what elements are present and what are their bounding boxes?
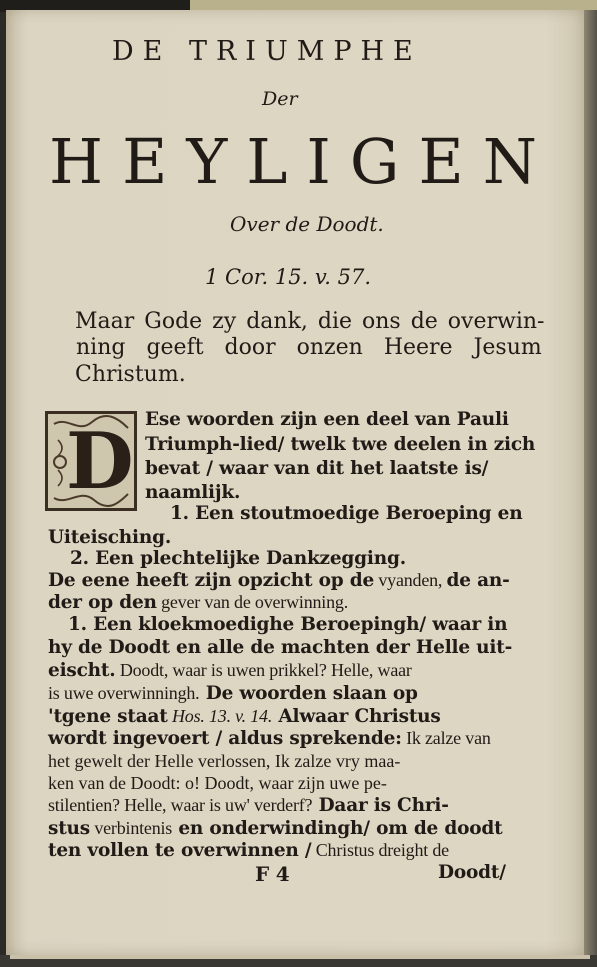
quote-line-3: Christum.	[75, 362, 186, 387]
text-run: en onderwindingh/ om de doodt	[172, 818, 503, 839]
text-run: vyanden,	[374, 570, 447, 590]
text-run: eischt.	[48, 660, 116, 681]
signature-mark: F 4	[255, 862, 290, 886]
body-line-20	[48, 840, 449, 861]
body-line-1: Ese woorden zijn een deel van Pauli	[145, 409, 509, 430]
quote-line-2: ning geeft door onzen Heere Jesum	[76, 335, 542, 360]
body-line-4: naamlijk.	[145, 482, 241, 503]
body-line-9	[48, 592, 348, 613]
text-run: stus	[48, 818, 91, 839]
title-line-4: Over de Doodt.	[230, 212, 384, 236]
text-run: De eene heeft zijn opzicht op de	[48, 570, 375, 591]
body-line-19	[48, 818, 502, 839]
body-line-11: hy de Doodt en alle de machten der Helle uit-	[48, 637, 513, 658]
body-line-10: 1. Een kloekmoedighe Beroepingh/ waar in	[68, 614, 508, 635]
body-line-15	[48, 728, 491, 749]
body-line-18	[48, 795, 449, 816]
scripture-reference: 1 Cor. 15. v. 57.	[205, 265, 372, 289]
text-run: Ik zalze van	[401, 728, 491, 748]
text-run: 'tgene staat	[48, 706, 168, 727]
title-heading: HEYLIGEN	[49, 125, 556, 198]
text-run: gever van de overwinning.	[156, 592, 349, 612]
body-line-7: 2. Een plechtelijke Dankzegging.	[70, 548, 406, 569]
text-run: wordt ingevoert / aldus sprekende:	[48, 728, 402, 749]
title-line-2: Der	[262, 88, 298, 110]
text-run: Daar is Chri-	[312, 795, 449, 816]
title-line-1: DE TRIUMPHE	[112, 36, 422, 67]
body-line-17: ken van de Doodt: o! Doodt, waar zijn uwe pe-	[48, 773, 387, 793]
text-run: der op den	[48, 592, 157, 613]
text-run: stilentien? Helle, waar is uw' verderf?	[48, 795, 313, 815]
quote-line-1: Maar Gode zy dank, die ons de overwin-	[75, 309, 545, 334]
page-bottom-edge	[10, 955, 590, 959]
body-line-16: het gewelt der Helle verlossen, Ik zalze vry maa-	[48, 751, 401, 771]
decorated-initial	[45, 411, 137, 511]
text-run: de an-	[446, 570, 510, 591]
text-run: Christus dreight de	[311, 840, 449, 860]
body-line-13	[48, 683, 418, 704]
text-run: is uwe overwinningh.	[48, 683, 200, 703]
body-line-14	[48, 706, 441, 727]
text-run: Hos. 13. v. 14.	[167, 706, 273, 726]
body-line-5: 1. Een stoutmoedige Beroeping en	[170, 503, 523, 524]
text-run: De woorden slaan op	[199, 683, 418, 704]
text-run: ten vollen te overwinnen /	[48, 840, 312, 861]
initial-letter: D	[66, 416, 134, 507]
body-line-12	[48, 660, 412, 681]
scan-bottom-band	[0, 955, 597, 967]
page-edge	[584, 10, 597, 955]
body-line-8	[48, 570, 510, 591]
body-line-3: bevat / waar van dit het laatste is/	[145, 458, 489, 479]
text-run: Alwaar Christus	[272, 706, 441, 727]
text-run: Doodt, waar is uwen prikkel? Helle, waar	[115, 660, 412, 680]
body-line-2: Triumph-lied/ twelk twe deelen in zich	[145, 434, 536, 455]
catchword: Doodt/	[438, 862, 506, 883]
body-line-6: Uiteisching.	[48, 527, 172, 548]
text-run: verbintenis	[90, 818, 173, 838]
